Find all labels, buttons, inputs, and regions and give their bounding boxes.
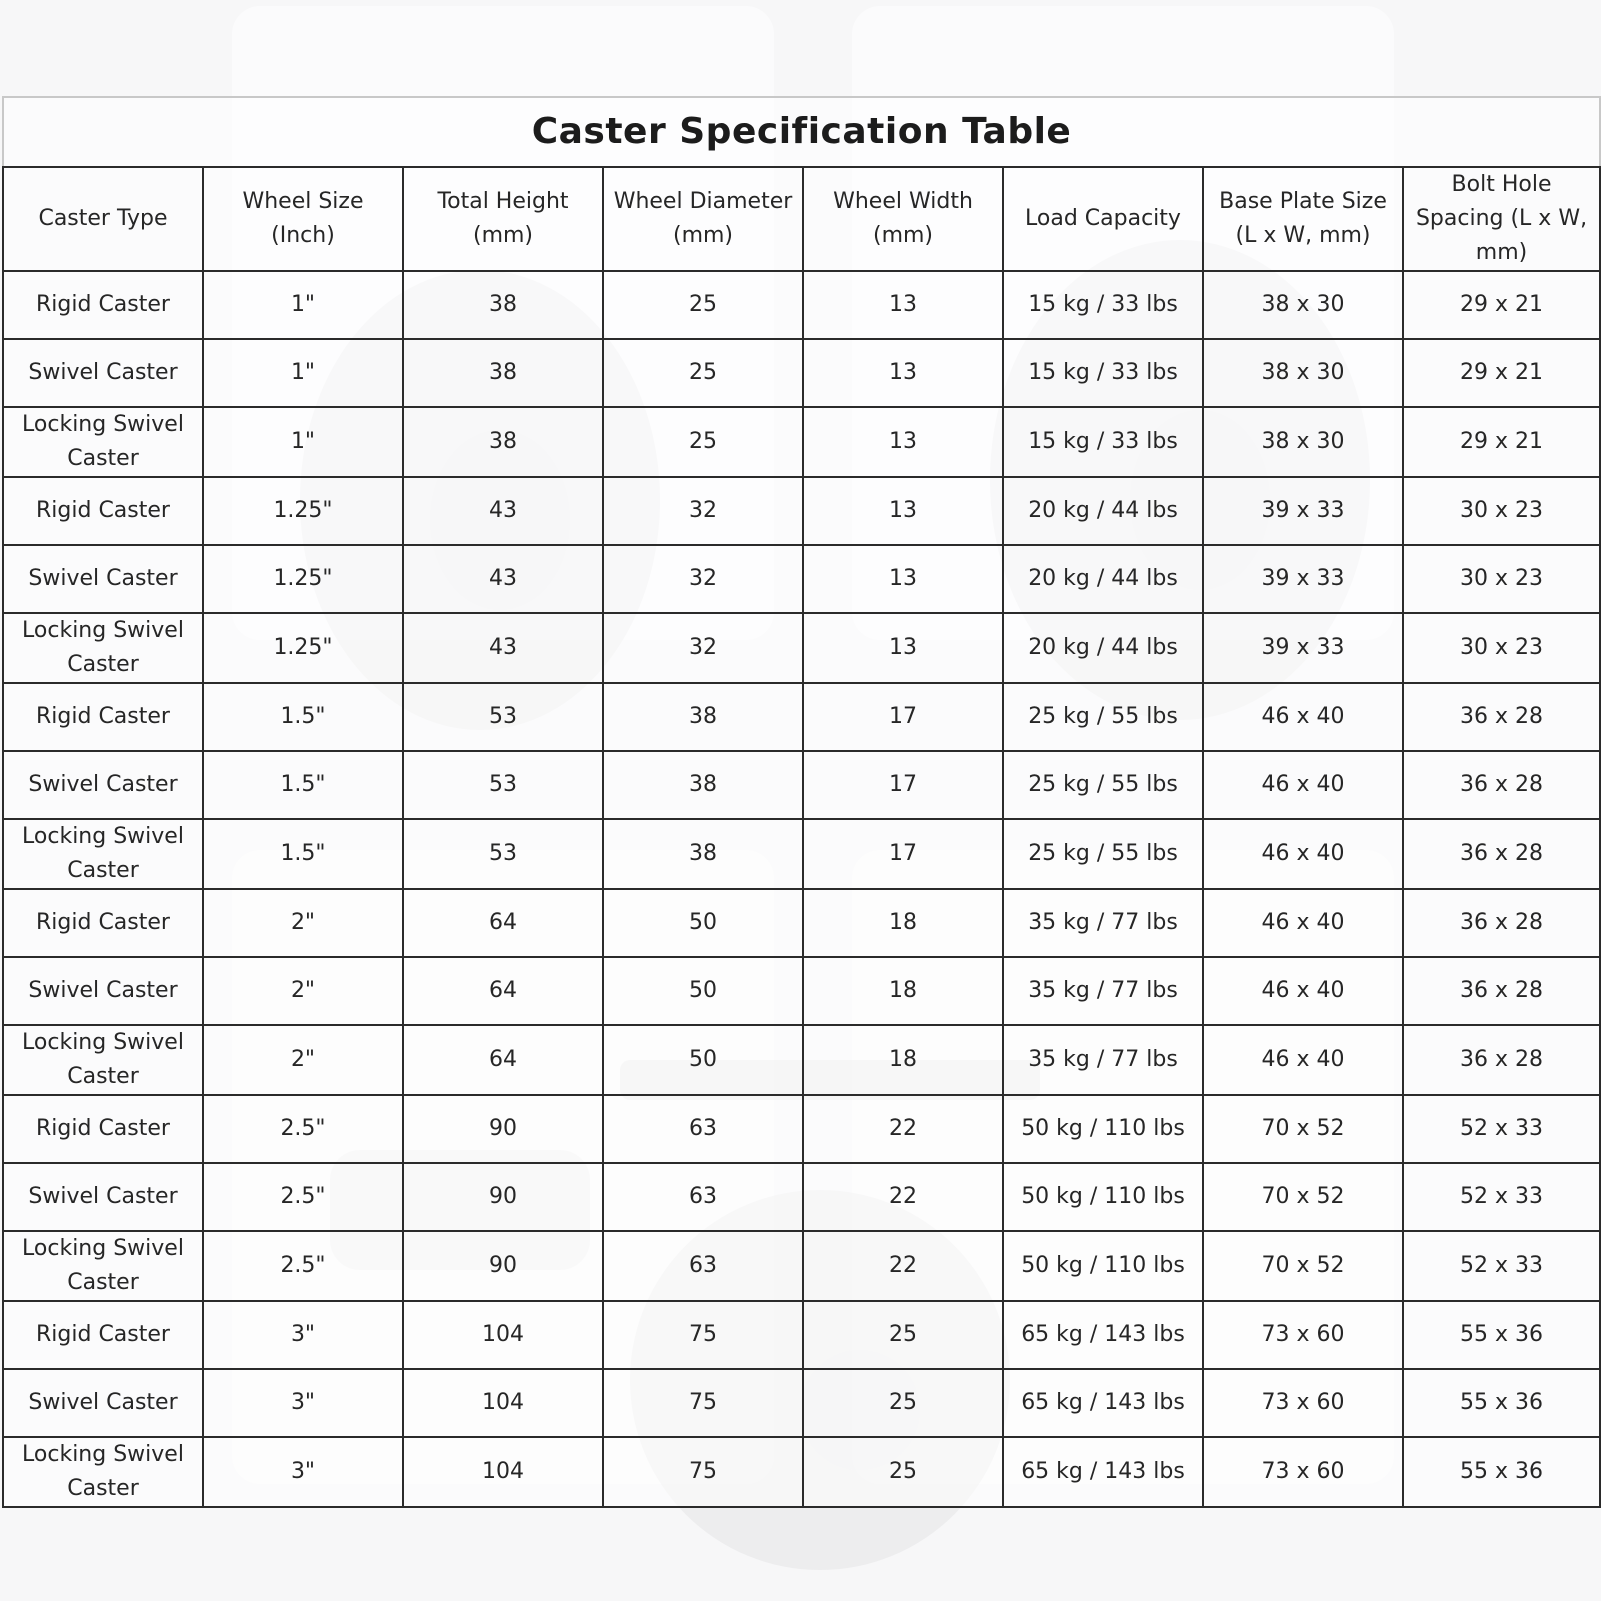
table-cell: Locking Swivel Caster — [3, 1231, 203, 1301]
table-cell: 36 x 28 — [1403, 819, 1600, 889]
table-cell: 1.5" — [203, 751, 403, 819]
table-cell: 32 — [603, 545, 803, 613]
table-cell: 32 — [603, 613, 803, 683]
table-cell: 25 kg / 55 lbs — [1003, 819, 1203, 889]
table-row — [3, 889, 1600, 957]
table-cell: 50 kg / 110 lbs — [1003, 1095, 1203, 1163]
table-cell: 17 — [803, 683, 1003, 751]
table-cell: 55 x 36 — [1403, 1369, 1600, 1437]
table-cell: 65 kg / 143 lbs — [1003, 1301, 1203, 1369]
table-cell: 38 — [403, 339, 603, 407]
table-cell: 75 — [603, 1301, 803, 1369]
table-cell: 13 — [803, 545, 1003, 613]
table-cell: 65 kg / 143 lbs — [1003, 1369, 1203, 1437]
table-cell: 90 — [403, 1231, 603, 1301]
table-cell: 73 x 60 — [1203, 1301, 1403, 1369]
table-cell: Swivel Caster — [3, 957, 203, 1025]
table-cell: 22 — [803, 1163, 1003, 1231]
table-cell: 35 kg / 77 lbs — [1003, 957, 1203, 1025]
table-cell: 36 x 28 — [1403, 751, 1600, 819]
table-cell: Rigid Caster — [3, 1095, 203, 1163]
table-cell: 13 — [803, 339, 1003, 407]
table-row — [3, 1437, 1600, 1507]
table-cell: 25 — [603, 339, 803, 407]
column-header: Wheel Diameter (mm) — [603, 167, 803, 271]
table-cell: 38 — [403, 271, 603, 339]
table-cell: 73 x 60 — [1203, 1437, 1403, 1507]
table-cell: Locking Swivel Caster — [3, 613, 203, 683]
table-cell: 1" — [203, 339, 403, 407]
table-cell: 22 — [803, 1231, 1003, 1301]
header-row — [3, 167, 1600, 271]
table-row — [3, 545, 1600, 613]
table-cell: Locking Swivel Caster — [3, 819, 203, 889]
table-row — [3, 477, 1600, 545]
table-cell: 63 — [603, 1095, 803, 1163]
table-cell: Locking Swivel Caster — [3, 1025, 203, 1095]
table-cell: 17 — [803, 819, 1003, 889]
table-cell: 25 — [603, 271, 803, 339]
table-cell: 50 — [603, 1025, 803, 1095]
table-row — [3, 1163, 1600, 1231]
table-cell: 18 — [803, 889, 1003, 957]
table-cell: Rigid Caster — [3, 1301, 203, 1369]
table-cell: 46 x 40 — [1203, 819, 1403, 889]
table-cell: 75 — [603, 1437, 803, 1507]
table-cell: Swivel Caster — [3, 545, 203, 613]
table-cell: 46 x 40 — [1203, 1025, 1403, 1095]
table-cell: 90 — [403, 1095, 603, 1163]
table-cell: 20 kg / 44 lbs — [1003, 613, 1203, 683]
column-header: Load Capacity — [1003, 167, 1203, 271]
table-cell: 46 x 40 — [1203, 957, 1403, 1025]
table-cell: 90 — [403, 1163, 603, 1231]
table-cell: 3" — [203, 1301, 403, 1369]
table-row — [3, 957, 1600, 1025]
table-cell: 25 — [603, 407, 803, 477]
table-cell: Rigid Caster — [3, 683, 203, 751]
table-cell: Rigid Caster — [3, 477, 203, 545]
table-cell: 15 kg / 33 lbs — [1003, 271, 1203, 339]
table-cell: 15 kg / 33 lbs — [1003, 407, 1203, 477]
table-cell: Rigid Caster — [3, 271, 203, 339]
table-cell: 39 x 33 — [1203, 613, 1403, 683]
table-row — [3, 1025, 1600, 1095]
table-cell: 38 x 30 — [1203, 271, 1403, 339]
table-cell: 36 x 28 — [1403, 1025, 1600, 1095]
column-header: Bolt Hole Spacing (L x W, mm) — [1403, 167, 1600, 271]
table-cell: 13 — [803, 613, 1003, 683]
table-cell: 64 — [403, 1025, 603, 1095]
table-cell: 43 — [403, 613, 603, 683]
table-cell: 73 x 60 — [1203, 1369, 1403, 1437]
table-cell: 50 — [603, 889, 803, 957]
table-cell: 20 kg / 44 lbs — [1003, 545, 1203, 613]
table-cell: 53 — [403, 683, 603, 751]
table-cell: 18 — [803, 1025, 1003, 1095]
table-cell: 50 — [603, 957, 803, 1025]
table-cell: 50 kg / 110 lbs — [1003, 1231, 1203, 1301]
table-cell: 2.5" — [203, 1163, 403, 1231]
table-cell: 29 x 21 — [1403, 407, 1600, 477]
table-cell: 30 x 23 — [1403, 613, 1600, 683]
table-cell: 36 x 28 — [1403, 683, 1600, 751]
table-cell: 20 kg / 44 lbs — [1003, 477, 1203, 545]
table-cell: 39 x 33 — [1203, 545, 1403, 613]
table-cell: 52 x 33 — [1403, 1095, 1600, 1163]
table-row — [3, 271, 1600, 339]
table-cell: 2" — [203, 889, 403, 957]
table-row — [3, 683, 1600, 751]
table-cell: 63 — [603, 1231, 803, 1301]
table-cell: 2.5" — [203, 1095, 403, 1163]
table-cell: 38 — [603, 819, 803, 889]
table-cell: 18 — [803, 957, 1003, 1025]
table-cell: Locking Swivel Caster — [3, 407, 203, 477]
column-header: Wheel Width (mm) — [803, 167, 1003, 271]
column-header: Caster Type — [3, 167, 203, 271]
table-cell: 29 x 21 — [1403, 271, 1600, 339]
table-cell: 53 — [403, 751, 603, 819]
table-cell: 2" — [203, 1025, 403, 1095]
table-cell: 65 kg / 143 lbs — [1003, 1437, 1203, 1507]
table-cell: 1" — [203, 271, 403, 339]
table-cell: 13 — [803, 477, 1003, 545]
table-cell: 104 — [403, 1369, 603, 1437]
table-row — [3, 751, 1600, 819]
table-cell: 53 — [403, 819, 603, 889]
table-row — [3, 407, 1600, 477]
table-cell: 29 x 21 — [1403, 339, 1600, 407]
table-cell: Swivel Caster — [3, 339, 203, 407]
table-cell: 46 x 40 — [1203, 889, 1403, 957]
table-title: Caster Specification Table — [3, 97, 1600, 167]
table-cell: 38 — [603, 751, 803, 819]
table-cell: Locking Swivel Caster — [3, 1437, 203, 1507]
table-cell: 3" — [203, 1437, 403, 1507]
table-cell: 13 — [803, 407, 1003, 477]
table-cell: 64 — [403, 957, 603, 1025]
table-cell: 32 — [603, 477, 803, 545]
table-cell: 22 — [803, 1095, 1003, 1163]
table-cell: 2" — [203, 957, 403, 1025]
table-cell: 55 x 36 — [1403, 1301, 1600, 1369]
table-cell: Swivel Caster — [3, 1163, 203, 1231]
table-row — [3, 1231, 1600, 1301]
table-cell: 75 — [603, 1369, 803, 1437]
table-cell: 70 x 52 — [1203, 1095, 1403, 1163]
table-cell: 70 x 52 — [1203, 1231, 1403, 1301]
table-cell: 17 — [803, 751, 1003, 819]
table-cell: 64 — [403, 889, 603, 957]
table-cell: 2.5" — [203, 1231, 403, 1301]
table-cell: 15 kg / 33 lbs — [1003, 339, 1203, 407]
column-header: Base Plate Size (L x W, mm) — [1203, 167, 1403, 271]
table-cell: 38 — [403, 407, 603, 477]
caster-spec-table — [2, 96, 1601, 1508]
table-cell: 104 — [403, 1437, 603, 1507]
table-cell: 1.25" — [203, 545, 403, 613]
table-cell: 50 kg / 110 lbs — [1003, 1163, 1203, 1231]
table-cell: 1.5" — [203, 819, 403, 889]
table-cell: 36 x 28 — [1403, 957, 1600, 1025]
table-cell: 39 x 33 — [1203, 477, 1403, 545]
table-row — [3, 819, 1600, 889]
table-cell: 30 x 23 — [1403, 545, 1600, 613]
table-cell: 25 — [803, 1437, 1003, 1507]
table-row — [3, 613, 1600, 683]
table-cell: 25 — [803, 1369, 1003, 1437]
table-row — [3, 339, 1600, 407]
column-header: Wheel Size (Inch) — [203, 167, 403, 271]
table-cell: 43 — [403, 545, 603, 613]
table-cell: 1.25" — [203, 477, 403, 545]
table-cell: 52 x 33 — [1403, 1163, 1600, 1231]
table-cell: 35 kg / 77 lbs — [1003, 1025, 1203, 1095]
table-cell: 1.25" — [203, 613, 403, 683]
table-cell: 43 — [403, 477, 603, 545]
table-cell: 13 — [803, 271, 1003, 339]
table-cell: 104 — [403, 1301, 603, 1369]
table-cell: 38 x 30 — [1203, 339, 1403, 407]
table-cell: Rigid Caster — [3, 889, 203, 957]
table-cell: 52 x 33 — [1403, 1231, 1600, 1301]
table-row — [3, 1301, 1600, 1369]
spec-table-container — [2, 96, 1599, 1508]
table-cell: 36 x 28 — [1403, 889, 1600, 957]
table-row — [3, 1095, 1600, 1163]
table-cell: 30 x 23 — [1403, 477, 1600, 545]
table-cell: 25 kg / 55 lbs — [1003, 751, 1203, 819]
table-cell: 55 x 36 — [1403, 1437, 1600, 1507]
table-cell: 1" — [203, 407, 403, 477]
column-header: Total Height (mm) — [403, 167, 603, 271]
table-cell: Swivel Caster — [3, 1369, 203, 1437]
table-row — [3, 1369, 1600, 1437]
table-cell: 46 x 40 — [1203, 683, 1403, 751]
table-cell: 25 — [803, 1301, 1003, 1369]
table-cell: 3" — [203, 1369, 403, 1437]
table-cell: 1.5" — [203, 683, 403, 751]
table-cell: 38 x 30 — [1203, 407, 1403, 477]
table-cell: 46 x 40 — [1203, 751, 1403, 819]
table-cell: 35 kg / 77 lbs — [1003, 889, 1203, 957]
table-cell: 38 — [603, 683, 803, 751]
table-cell: 25 kg / 55 lbs — [1003, 683, 1203, 751]
table-cell: Swivel Caster — [3, 751, 203, 819]
table-cell: 63 — [603, 1163, 803, 1231]
table-cell: 70 x 52 — [1203, 1163, 1403, 1231]
